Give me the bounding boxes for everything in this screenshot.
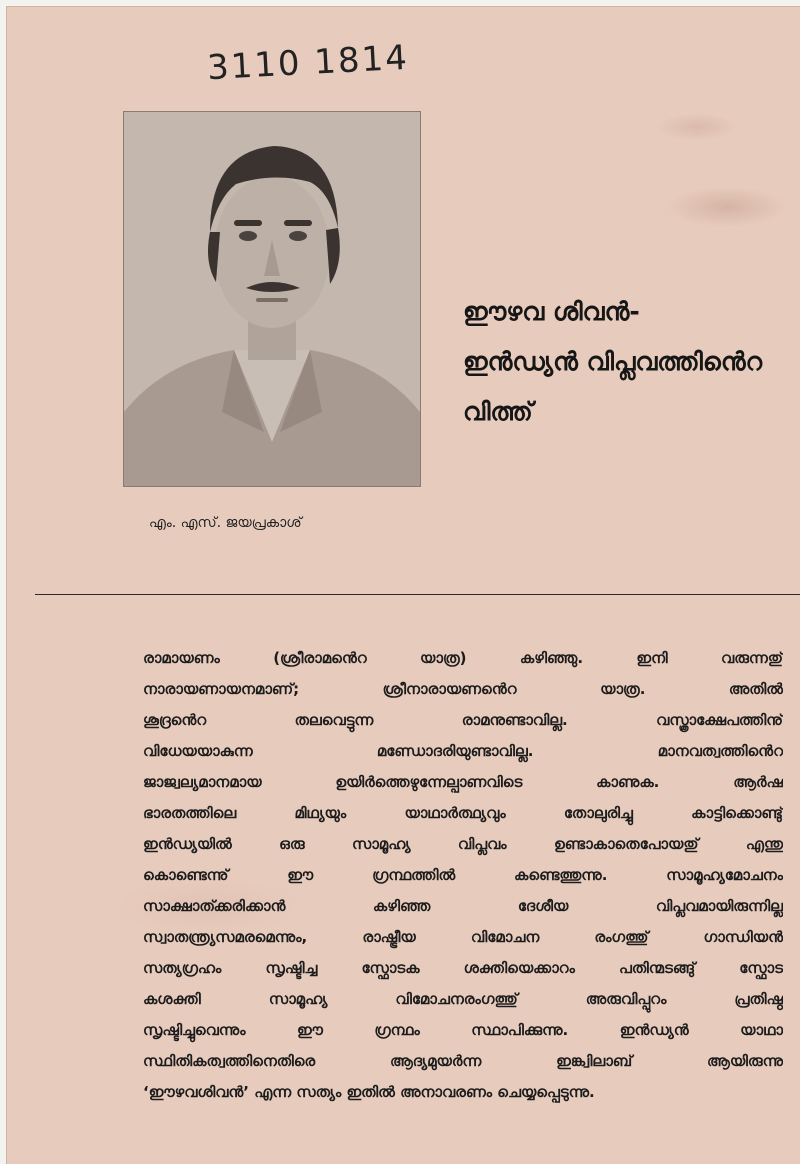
blurb-line: സാക്ഷാത്ക്കരിക്കാൻ കഴിഞ്ഞ ദേശീയ വിപ്ലവമായിരുന്നില്ല xyxy=(143,897,783,915)
blurb-line: ഭാരതത്തിലെ മിഥ്യയും യാഥാർത്ഥ്യവും തോലുരിച്ചു കാട്ടിക്കൊണ്ടു് xyxy=(143,804,783,822)
author-name-caption: എം. എസ്. ജയപ്രകാശ് xyxy=(149,515,302,531)
title-line: ഇൻഡ്യൻ വിപ്ലവത്തിൻെറ xyxy=(463,347,763,376)
blurb-line: സൃഷ്ടിച്ചുവെന്നും ഈ ഗ്രന്ഥം സ്ഥാപിക്കുന്നു. ഇൻഡ്യൻ യാഥാ xyxy=(143,1021,783,1039)
portrait-photo-icon xyxy=(124,112,420,486)
blurb-line: നാരായണായനമാണ്; ശ്രീനാരായണൻെറ യാത്ര. അതിൽ xyxy=(143,680,783,698)
blurb-line: ജാജ്വല്യമാനമായ ഉയിർത്തെഴുന്നേല്പാണവിടെ കാണുക. ആർഷ xyxy=(143,773,783,791)
book-title xyxy=(463,287,800,437)
blurb-line: വിധേയയാകുന്ന മണ്ഡോദരിയുണ്ടാവില്ല. മാനവത്വത്തിൻെറ xyxy=(143,742,783,760)
blurb-line: ഇൻഡ്യയിൽ ഒരു സാമൂഹ്യ വിപ്ലവം ഉണ്ടാകാതെപോയതു് എന്തു xyxy=(143,835,783,853)
blurb-paragraph xyxy=(143,643,783,1108)
blurb-line: ശൂദ്രൻെറ തലവെട്ടുന്ന രാമനുണ്ടാവില്ല. വസ്ത്രാക്ഷേപത്തിനു് xyxy=(143,711,783,729)
book-page xyxy=(6,6,800,1164)
blurb-line: സ്വാതന്ത്ര്യസമരമെന്നും, രാഷ്ട്രീയ വിമോചന രംഗത്തു് ഗാന്ധിയൻ xyxy=(143,928,783,946)
blurb-line: സ്ഥിതികത്വത്തിനെതിരെ ആദ്യമുയർന്ന ഇങ്ക്വിലാബ് ആയിരുന്നു xyxy=(143,1052,783,1070)
blurb-line: കശക്തി സാമൂഹ്യ വിമോചനരംഗത്തു് അരുവിപ്പുറം പ്രതിഷ്ഠ xyxy=(143,990,783,1008)
handwritten-catalog-number: 3110 1814 xyxy=(206,37,410,89)
blurb-line: കൊണ്ടെന്നു് ഈ ഗ്രന്ഥത്തിൽ കണ്ടെത്തുന്നു. സാമൂഹ്യമോചനം xyxy=(143,866,783,884)
blurb-line: സത്യഗ്രഹം സൃഷ്ടിച്ച സ്ഫോടക ശക്തിയെക്കാറം പതിന്മടങ്ങു് സ്ഫോട xyxy=(143,959,783,977)
author-portrait-photo xyxy=(123,111,421,487)
horizontal-divider xyxy=(35,594,800,595)
blurb-line: ‘ഈഴവശിവൻ’ എന്ന സത്യം ഇതിൽ അനാവരണം ചെയ്യപ്പെടുന്നു. xyxy=(143,1083,595,1101)
title-line: ഈഴവ ശിവൻ- xyxy=(463,297,640,326)
title-line: വിത്ത് xyxy=(463,397,533,426)
blurb-line: രാമായണം (ശ്രീരാമൻെറ യാത്ര) കഴിഞ്ഞു. ഇനി വരുന്നതു് xyxy=(143,649,783,667)
